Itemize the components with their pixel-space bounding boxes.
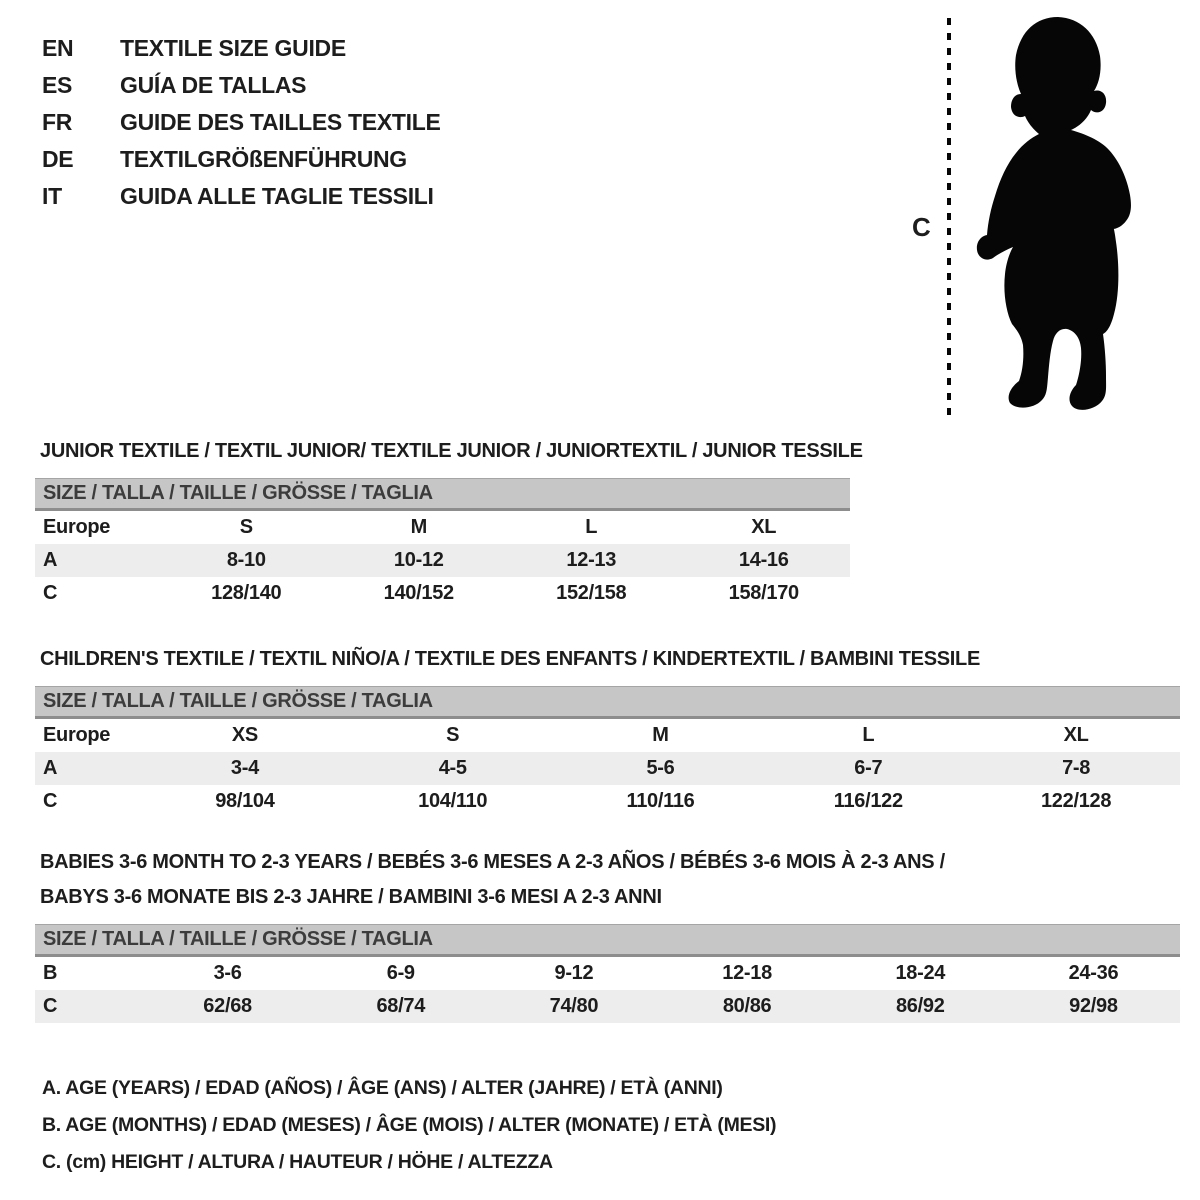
language-code: IT [42, 183, 62, 209]
section-babies-textile [35, 845, 1180, 1023]
section-title-line: JUNIOR TEXTILE / TEXTIL JUNIOR/ TEXTILE JUNIOR / JUNIORTEXTIL / JUNIOR TESSILE [40, 440, 863, 462]
table-cell: 6-7 [854, 757, 883, 779]
language-label: GUIDE DES TAILLES TEXTILE [120, 109, 441, 135]
table-cell: 128/140 [211, 582, 282, 604]
table-rows [35, 719, 1180, 818]
language-row [42, 67, 441, 104]
table-row [35, 719, 1180, 752]
table-cell: S [239, 516, 253, 538]
table-cell: 9-12 [554, 962, 594, 984]
table-cell: L [585, 516, 598, 538]
table-cell: 6-9 [386, 962, 415, 984]
table-cell: M [410, 516, 427, 538]
row-label: B [43, 962, 58, 984]
row-label: C [43, 790, 58, 812]
table-cell: 8-10 [226, 549, 266, 571]
section-title-line: CHILDREN'S TEXTILE / TEXTIL NIÑO/A / TEXTILE DES ENFANTS / KINDERTEXTIL / BAMBINI TESSILE [40, 648, 980, 670]
table-cell: XL [1063, 724, 1089, 746]
row-label: C [43, 995, 58, 1017]
table-cell: 110/116 [626, 790, 695, 812]
language-label: GUIDA ALLE TAGLIE TESSILI [120, 183, 434, 209]
footnote-line: C. (cm) HEIGHT / ALTURA / HAUTEUR / HÖHE / ALTEZZA [42, 1151, 553, 1173]
table-row [35, 957, 1180, 990]
table-cell: 3-6 [213, 962, 242, 984]
table-cell: 12-13 [566, 549, 617, 571]
language-label: TEXTILGRÖßENFÜHRUNG [120, 146, 407, 172]
row-label: A [43, 757, 58, 779]
table-cell: 4-5 [438, 757, 467, 779]
row-label: Europe [43, 516, 111, 538]
section-title [35, 642, 1180, 677]
language-label: TEXTILE SIZE GUIDE [120, 35, 346, 61]
table-row [35, 577, 850, 610]
table-cell: 116/122 [833, 790, 903, 812]
table-row [35, 511, 850, 544]
table-cell: L [862, 724, 875, 746]
table-row [35, 990, 1180, 1023]
table-cell: 80/86 [722, 995, 772, 1017]
language-list [42, 30, 441, 215]
table-cell: 104/110 [418, 790, 488, 812]
table-cell: 86/92 [895, 995, 945, 1017]
table-cell: M [652, 724, 669, 746]
table-cell: 122/128 [1040, 790, 1112, 812]
language-code: ES [42, 72, 73, 98]
table-cell: XS [231, 724, 258, 746]
footnote-line: B. AGE (MONTHS) / EDAD (MESES) / ÂGE (MOIS) / ALTER (MONATE) / ETÀ (MESI) [42, 1114, 777, 1136]
size-header: SIZE / TALLA / TAILLE / GRÖSSE / TAGLIA [35, 478, 850, 511]
table-cell: S [446, 724, 460, 746]
table-cell: 68/74 [376, 995, 426, 1017]
table-cell: 10-12 [393, 549, 444, 571]
section-junior-textile [35, 434, 863, 610]
table-row [35, 785, 1180, 818]
table-cell: 5-6 [646, 757, 675, 779]
table-cell: 24-36 [1068, 962, 1119, 984]
table-rows [35, 957, 1180, 1023]
row-label: C [43, 582, 58, 604]
language-row [42, 30, 441, 67]
table-cell: 92/98 [1069, 995, 1118, 1017]
table-row [35, 752, 1180, 785]
table-cell: 3-4 [230, 757, 259, 779]
footnotes [42, 1070, 776, 1181]
table-cell: 18-24 [895, 962, 946, 984]
row-label: A [43, 549, 58, 571]
table-cell: 74/80 [549, 995, 599, 1017]
language-row [42, 104, 441, 141]
table-cell: 152/158 [556, 582, 627, 604]
table-cell: 98/104 [215, 790, 275, 812]
table-cell: 12-18 [722, 962, 772, 984]
table-rows [35, 511, 850, 610]
language-label: GUÍA DE TALLAS [120, 72, 307, 98]
footnote-line: A. AGE (YEARS) / EDAD (AÑOS) / ÂGE (ANS) / ALTER (JAHRE) / ETÀ (ANNI) [42, 1077, 723, 1099]
height-measure-label: C [912, 212, 931, 242]
language-code: DE [42, 146, 74, 172]
table-cell: 140/152 [383, 582, 454, 604]
size-header: SIZE / TALLA / TAILLE / GRÖSSE / TAGLIA [35, 924, 1180, 957]
section-childrens-textile [35, 642, 1180, 818]
section-title-line: BABYS 3-6 MONATE BIS 2-3 JAHRE / BAMBINI 3-6 MESI A 2-3 ANNI [40, 886, 662, 908]
size-header: SIZE / TALLA / TAILLE / GRÖSSE / TAGLIA [35, 686, 1180, 719]
table-cell: 158/170 [728, 582, 799, 604]
section-title [35, 434, 863, 469]
section-title [35, 845, 1180, 915]
language-row [42, 178, 441, 215]
table-cell: 7-8 [1062, 757, 1091, 779]
height-measure-line [946, 18, 952, 427]
language-code: FR [42, 109, 73, 135]
toddler-silhouette-icon [968, 14, 1148, 429]
language-row [42, 141, 441, 178]
row-label: Europe [43, 724, 111, 746]
table-cell: 62/68 [203, 995, 252, 1017]
table-cell: XL [751, 516, 777, 538]
section-title-line: BABIES 3-6 MONTH TO 2-3 YEARS / BEBÉS 3-6 MESES A 2-3 AÑOS / BÉBÉS 3-6 MOIS À 2-3 ANS / [40, 851, 945, 873]
table-row [35, 544, 850, 577]
table-cell: 14-16 [738, 549, 789, 571]
language-code: EN [42, 35, 74, 61]
